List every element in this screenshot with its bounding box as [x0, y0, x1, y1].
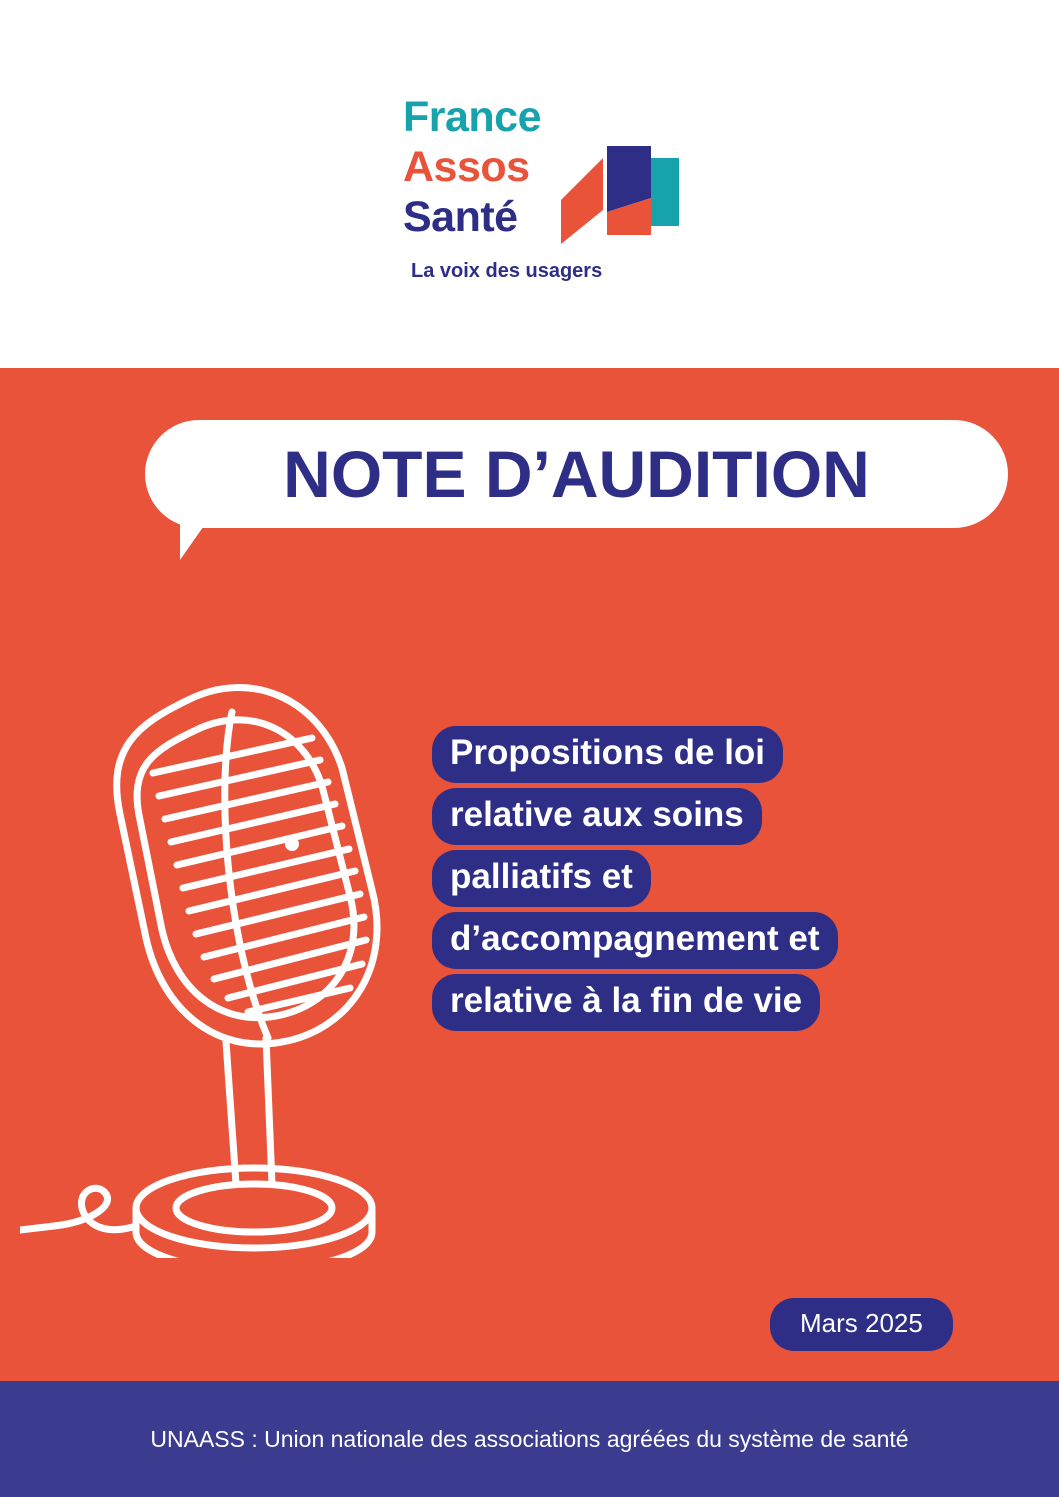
cover-subtitle-line-4: d’accompagnement et [432, 912, 838, 969]
brand-logo-line-assos: Assos [403, 143, 530, 191]
cover-main-panel [0, 368, 1059, 1381]
cover-subtitle [432, 726, 992, 1036]
brand-logo [403, 92, 683, 292]
cover-title-bubble [145, 420, 1008, 528]
brand-tagline: La voix des usagers [411, 260, 603, 282]
cover-subtitle-line-5: relative à la fin de vie [432, 974, 820, 1031]
france-assos-sante-logo-mark-icon [555, 140, 680, 245]
footer-text: UNAASS : Union nationale des associations agréées du système de santé [150, 1425, 909, 1452]
page-title: NOTE D’AUDITION [283, 437, 870, 511]
header-band [0, 0, 1059, 368]
brand-logo-line-sante: Santé [403, 193, 518, 241]
publication-date-badge: Mars 2025 [770, 1298, 953, 1351]
cover-subtitle-line-1: Propositions de loi [432, 726, 783, 783]
microphone-illustration-icon [20, 638, 420, 1258]
speech-bubble-tail-icon [180, 520, 208, 560]
footer-band [0, 1381, 1059, 1497]
cover-subtitle-line-3: palliatifs et [432, 850, 651, 907]
brand-logo-line-france: France [403, 93, 542, 141]
cover-subtitle-line-2: relative aux soins [432, 788, 762, 845]
